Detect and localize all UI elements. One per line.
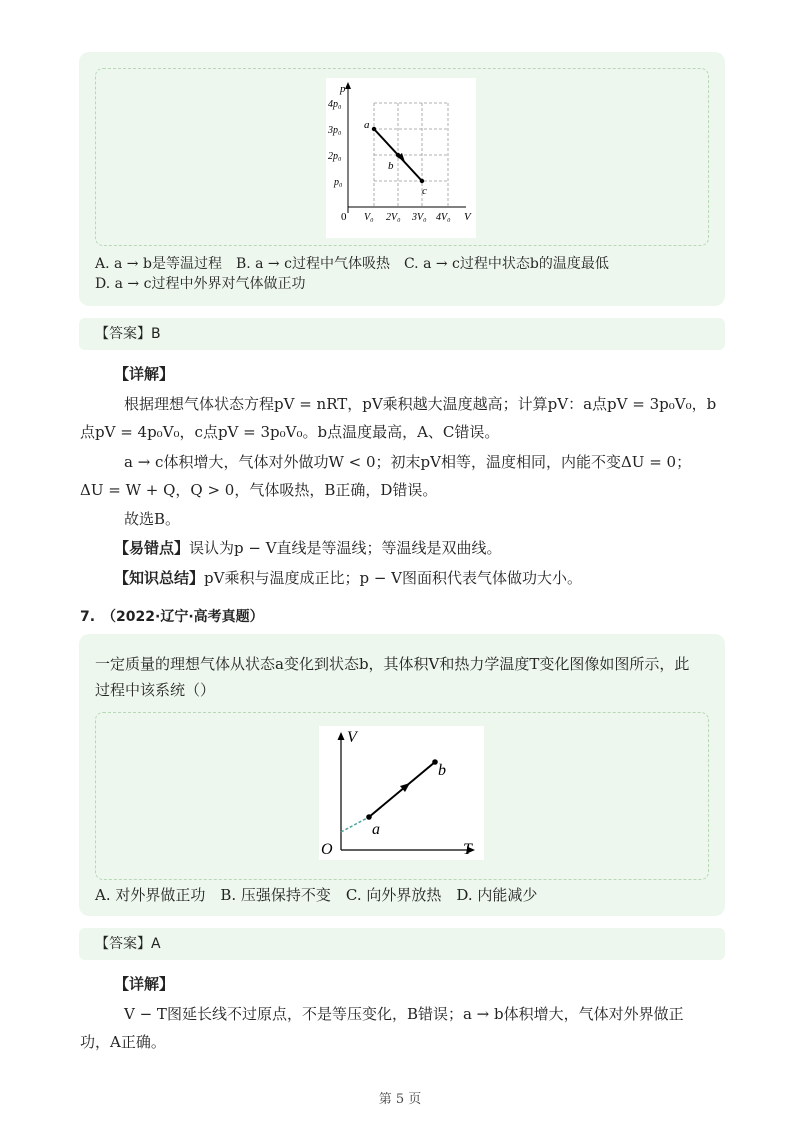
point-c [420, 179, 424, 183]
options-line-2: D. a → c过程中外界对气体做正功 [95, 276, 306, 292]
summary-text: pV乘积与温度成正比；p − V图面积代表气体做功大小。 [204, 569, 582, 587]
explain-q6-p2-l1: a → c体积增大，气体对外做功W < 0；初末pV相等，温度相同，内能不变ΔU = 0； [124, 453, 692, 471]
y-tick-2p0: 2p₀ [328, 151, 342, 162]
error-point-text: 误认为p − V直线是等温线；等温线是双曲线。 [189, 539, 502, 557]
options-line-1: A. a → b是等温过程 B. a → c过程中气体吸热 C. a → c过程中状态b的温度最低 [95, 256, 609, 272]
x-axis-label: V [464, 211, 471, 223]
explain-q6-p2-l2: ΔU = W + Q，Q > 0，气体吸热，B正确，D错误。 [80, 481, 438, 499]
explain-q7-l2: 功，A正确。 [80, 1033, 166, 1051]
explain-q6-p1-l1: 根据理想气体状态方程pV = nRT，pV乘积越大温度越高；计算pV：a点pV = 3p₀V₀，b [124, 395, 717, 413]
origin-label: 0 [341, 211, 347, 223]
label-a-vt: a [372, 821, 380, 838]
point-a [372, 127, 376, 131]
question-6-box [79, 52, 725, 306]
y-tick-3p0: 3p₀ [328, 125, 342, 136]
x-tick-4v0: 4V₀ [436, 212, 451, 223]
point-b-vt [432, 759, 438, 765]
summary-q6 [114, 566, 582, 590]
label-b-vt: b [438, 762, 446, 779]
x-tick-2v0: 2V₀ [386, 212, 401, 223]
process-line-ab [369, 762, 435, 817]
answer-bar-q7: 【答案】A [79, 928, 725, 960]
label-b: b [388, 160, 394, 172]
extension-line [341, 817, 369, 832]
x-tick-3v0: 3V₀ [412, 212, 427, 223]
page-number: 第 5 页 [378, 1092, 422, 1107]
error-point-label: 【易错点】 [114, 539, 190, 557]
answer-bar-q6: 【答案】B [79, 318, 725, 350]
question-7-options: A. 对外界做正功 B. 压强保持不变 C. 向外界放热 D. 内能减少 [95, 886, 538, 904]
explain-q6-p1-l2: 点pV = 4p₀V₀，c点pV = 3p₀V₀。b点温度最高，A、C错误。 [80, 423, 500, 441]
x-tick-v0: V₀ [364, 212, 374, 223]
explain-heading-q7: 【详解】 [114, 975, 175, 993]
point-a-vt [366, 814, 372, 820]
p-v-diagram [326, 78, 476, 238]
question-7-box [79, 634, 725, 916]
y-axis-label: p [340, 83, 346, 95]
y-tick-p0: p₀ [334, 177, 343, 188]
explain-q6-p3: 故选B。 [124, 510, 181, 528]
x-axis-label-t: T [463, 841, 472, 858]
explain-q7-l1: V − T图延长线不过原点，不是等压变化，B错误；a → b体积增大，气体对外界做正 [124, 1005, 684, 1023]
y-tick-4p0: 4p₀ [328, 99, 342, 110]
question-7-stem-l1: 一定质量的理想气体从状态a变化到状态b，其体积V和热力学温度T变化图像如图所示，此 [95, 655, 690, 673]
v-t-diagram [319, 726, 484, 860]
label-c: c [422, 185, 427, 197]
error-point-q6 [114, 536, 502, 560]
explain-heading-q6: 【详解】 [114, 365, 175, 383]
label-a: a [364, 119, 370, 131]
summary-label: 【知识总结】 [114, 569, 205, 587]
question-6-options [95, 254, 609, 294]
question-7-title: 7. （2022·辽宁·高考真题） [80, 609, 264, 625]
origin-label-o: O [321, 841, 333, 858]
point-b [396, 153, 400, 157]
y-axis-label-v: V [347, 729, 357, 746]
question-7-stem-l2: 过程中该系统（） [95, 681, 216, 699]
